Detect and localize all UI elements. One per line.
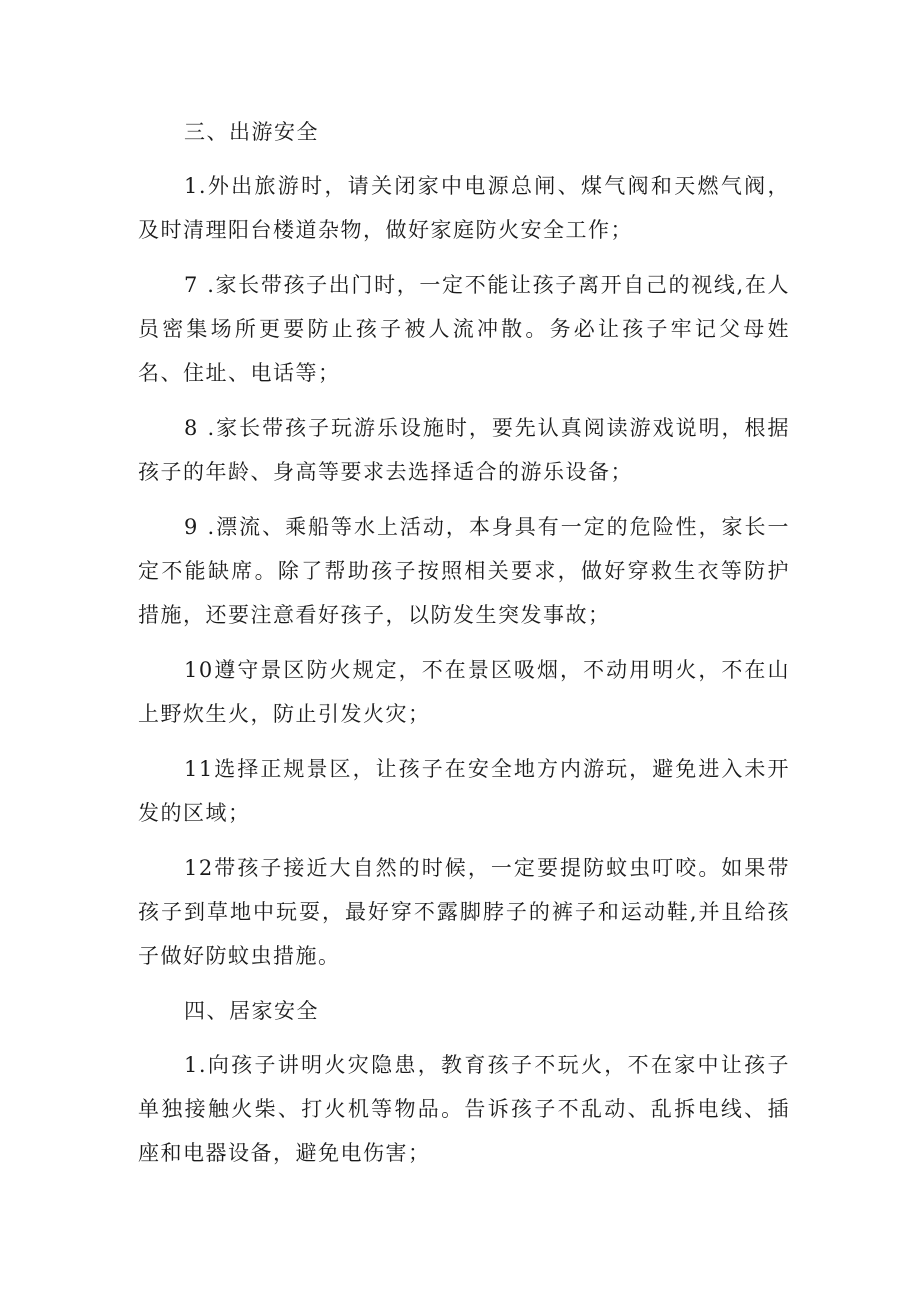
- section-heading-travel-safety: 三、出游安全: [184, 120, 319, 144]
- travel-item-11: 11选择正规景区，让孩子在安全地方内游玩，避免进入未开发的区域；: [138, 757, 790, 825]
- travel-item-7: 7 .家长带孩子出门时，一定不能让孩子离开自己的视线,在人员密集场所更要防止孩子被人流冲散。务必让孩子牢记父母姓名、住址、电话等；: [138, 273, 790, 385]
- travel-item-9: 9 .漂流、乘船等水上活动，本身具有一定的危险性，家长一定不能缺席。除了帮助孩子按照相关要求，做好穿救生衣等防护措施，还要注意看好孩子，以防发生突发事故；: [138, 515, 790, 627]
- section-heading-home-safety: 四、居家安全: [184, 999, 319, 1023]
- travel-item-10: 10遵守景区防火规定，不在景区吸烟，不动用明火，不在山上野炊生火，防止引发火灾；: [138, 658, 790, 726]
- document-body: [138, 110, 790, 1186]
- travel-item-12: 12带孩子接近大自然的时候，一定要提防蚊虫叮咬。如果带孩子到草地中玩耍，最好穿不露脚脖子的裤子和运动鞋,并且给孩子做好防蚊虫措施。: [138, 856, 790, 968]
- home-item-1: 1.向孩子讲明火灾隐患，教育孩子不玩火，不在家中让孩子单独接触火柴、打火机等物品。告诉孩子不乱动、乱拆电线、插座和电器设备，避免电伤害；: [138, 1053, 790, 1165]
- travel-item-8: 8 .家长带孩子玩游乐设施时，要先认真阅读游戏说明，根据孩子的年龄、身高等要求去选择适合的游乐设备；: [138, 416, 790, 484]
- travel-item-1: 1.外出旅游时，请关闭家中电源总闸、煤气阀和天燃气阀，及时清理阳台楼道杂物，做好家庭防火安全工作；: [138, 174, 790, 242]
